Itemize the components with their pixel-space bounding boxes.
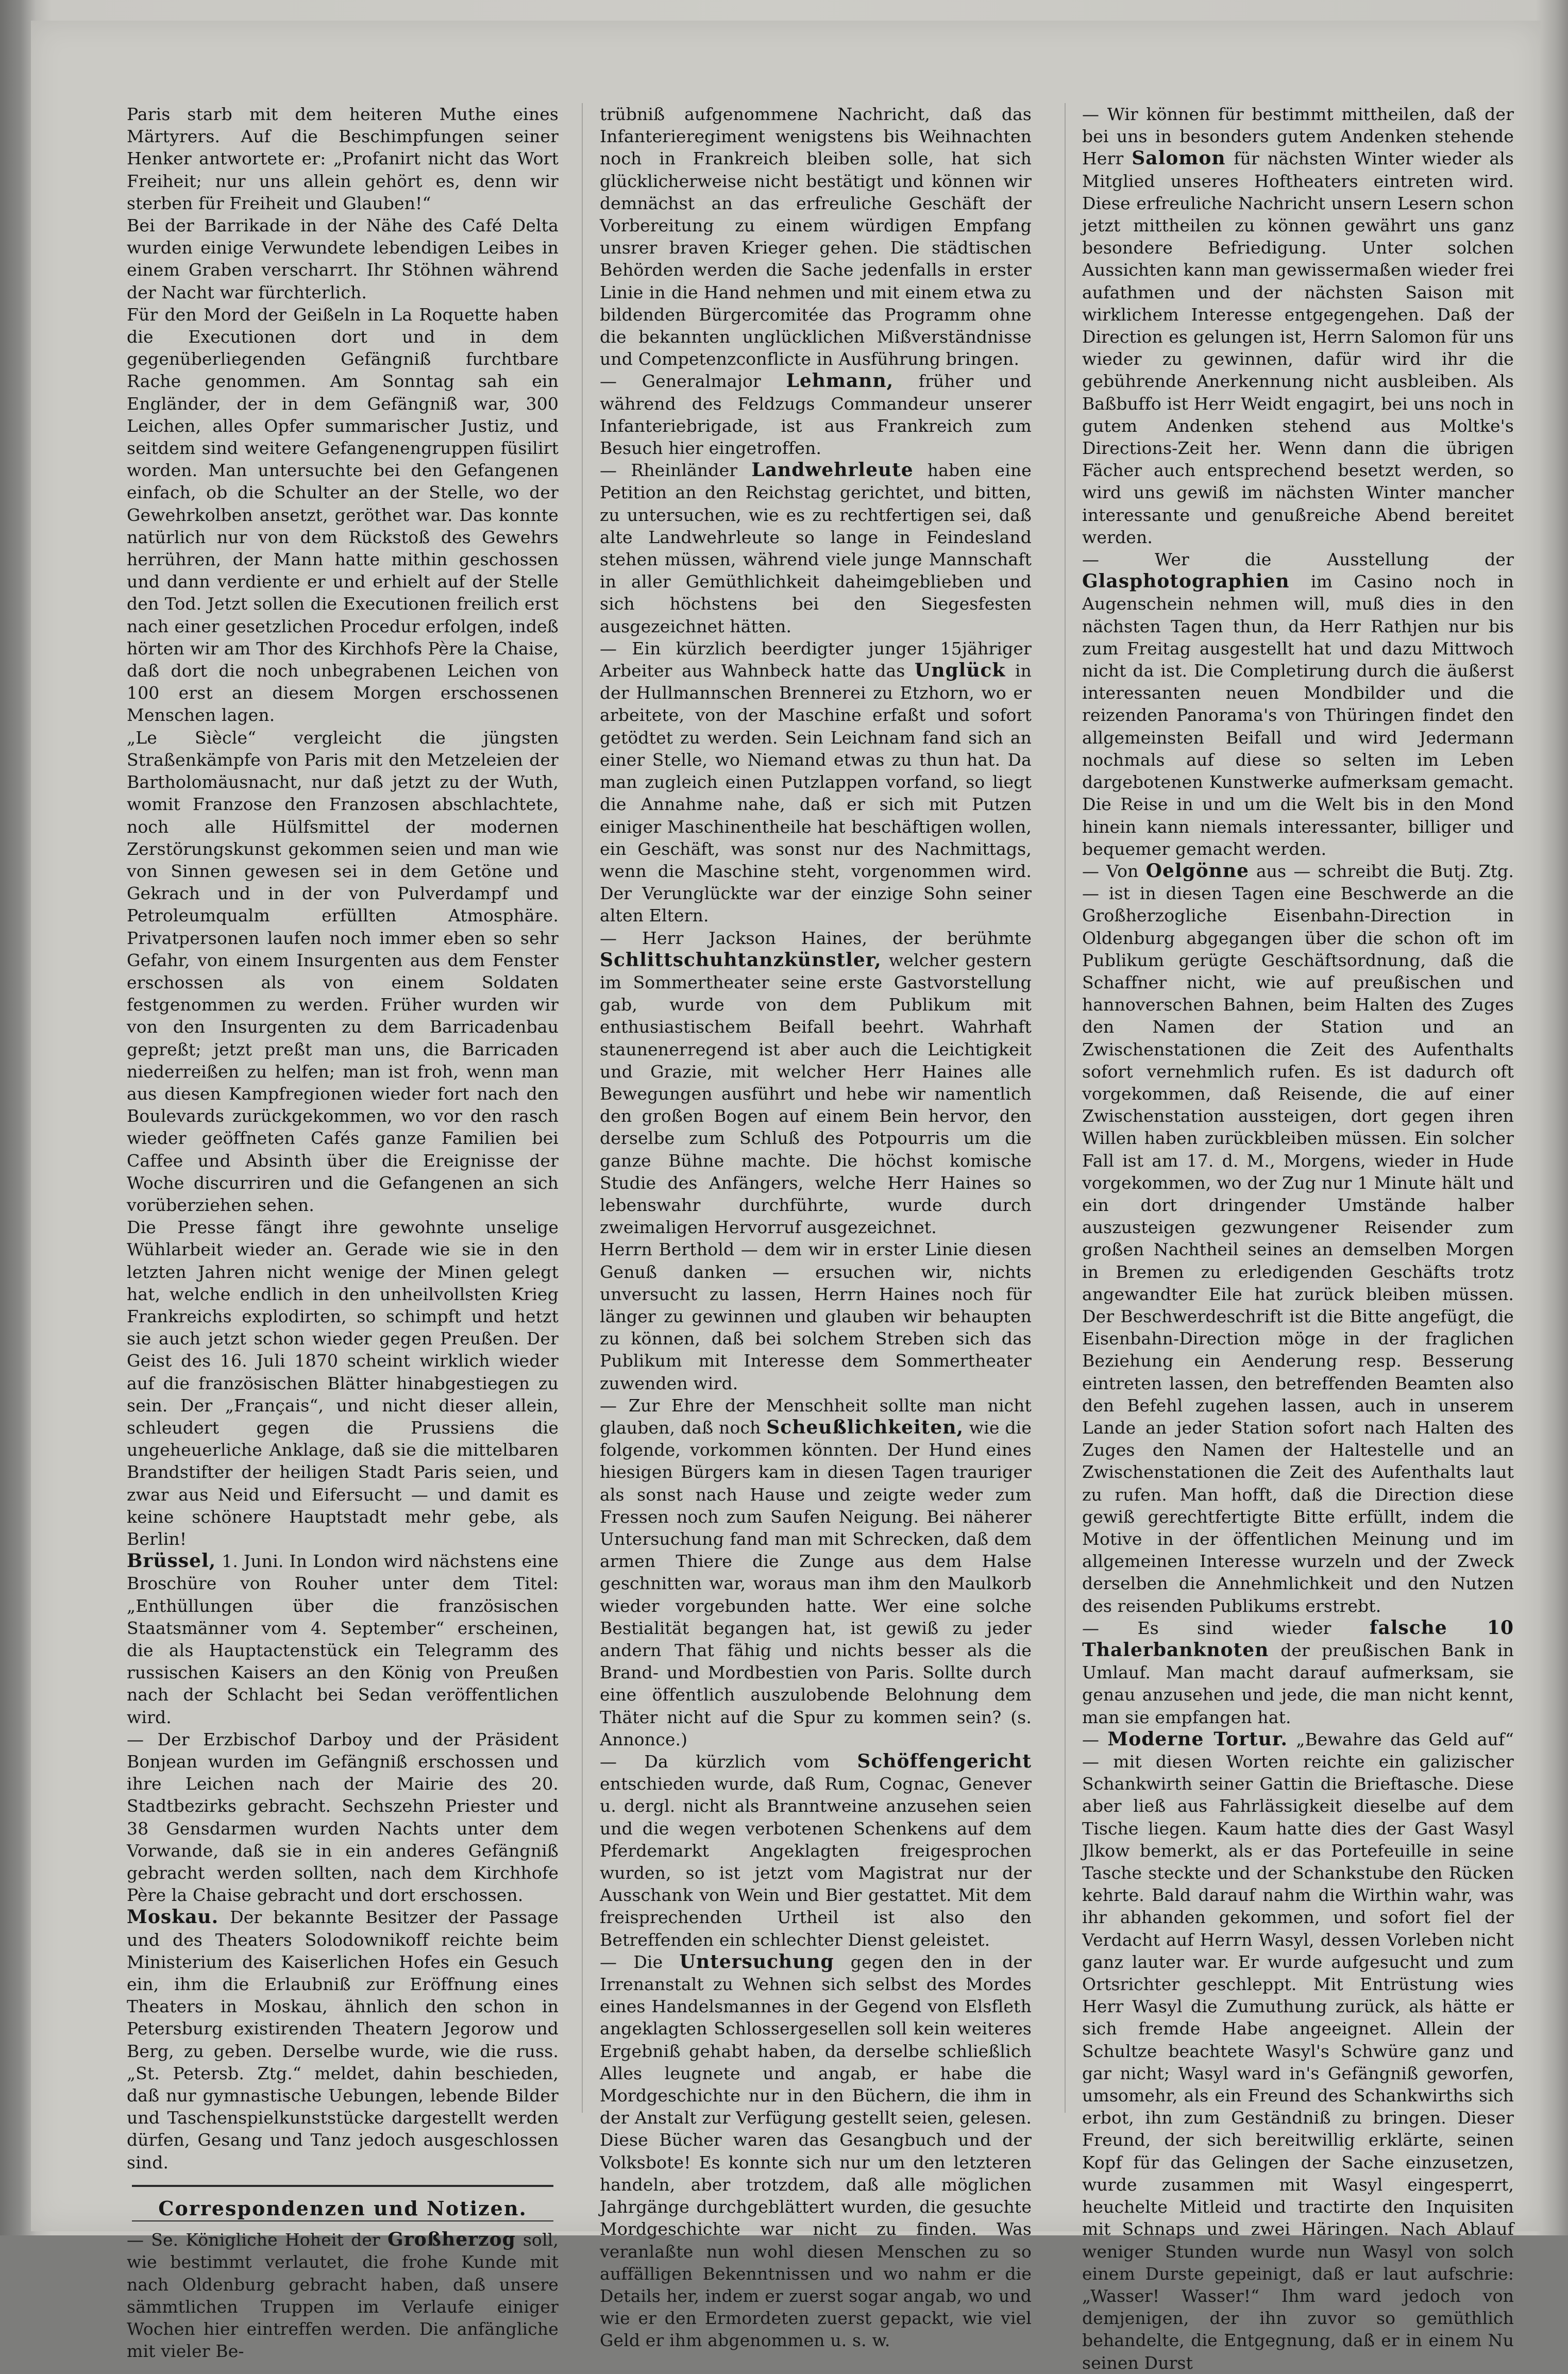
column-3 (1082, 103, 1514, 2374)
column-2 (600, 103, 1032, 2352)
keyword: Glasphotographien (1082, 570, 1290, 593)
paragraph (1082, 1617, 1514, 1728)
dateline-moskau: Moskau. (127, 1906, 219, 1928)
keyword: Oelgönne (1145, 860, 1249, 882)
paragraph (1082, 548, 1514, 860)
text: wie die folgende, vorkommen könnten. Der Hund eines hiesigen Bürgers kam in diesen Tagen trauriger als sonst nach Hause und zeigte weder zum Fressen noch zum Saufen Neigung. Bei näherer Untersuchung fand man mit Schrecken, daß dem armen Thiere die Zunge aus dem Halse geschnitten war, woraus man ihm den Maulkorb wieder vorgebunden hatte. Wer eine solche Bestialität begangen hat, ist gewiß zu jeder andern That fähig und nichts besser als die Brand- und Mordbestien von Paris. Sollte durch eine öffentlich auszulobende Belohnung dem Thäter nicht auf die Spur zu kommen sein? (s. Annonce.) (600, 1417, 1032, 1749)
text: aus — schreibt die Butj. Ztg. — ist in diesen Tagen eine Beschwerde an die Großherzogliche Eisenbahn-Direction in Oldenburg abgegangen über die schon oft im Publikum gerügte Geschäftsordnung, daß die Schaffner nicht, wie auf preußischen und hannoverschen Bahnen, beim Halten des Zuges den Namen der Station und an Zwischenstationen die Zeit des Aufenthalts sofort vernehmlich rufen. Es ist dadurch oft vorgekommen, daß Reisende, die auf einer Zwischenstation aussteigen, dort gegen ihren Willen haben zurückbleiben müssen. Ein solcher Fall ist am 17. d. M., Morgens, wieder in Hude vorgekommen, wo der Zug nur 1 Minute hält und ein dort dringender Umstände halber auszusteigen gezwungener Reisender zum großen Nachtheil seines an demselben Morgen in Bremen zu erledigenden Geschäfts trotz angewandter Eile hat zurück bleiben müssen. Der Beschwerdeschrift ist die Bitte angefügt, die Eisenbahn-Direction möge in der fraglichen Beziehung ein Aenderung resp. Besserung eintreten lassen, den betreffenden Beamten also den Befehl zugehen lassen, auch in unserem Lande an jeder Station sofort nach Halten des Zuges den Namen der Haltestelle und an Zwischenstationen die Zeit des Aufenthalts laut zu rufen. Man hofft, daß die Direction diese gewiß gerechtfertigte Bitte erfüllt, indem die Motive in der öffentlichen Meinung und im allgemeinen Interesse wurzeln und der Zweck derselben die Annehmlichkeit und den Nutzen des reisenden Publikums erstrebt. (1082, 861, 1514, 1616)
text: „Bewahre das Geld auf“ — mit diesen Worten reichte ein galizischer Schankwirth seiner Gattin die Brieftasche. Diese aber ließ aus Fahrlässigkeit dieselbe auf dem Tische liegen. Kaum hatte dies der Gast Wasyl Jlkow bemerkt, als er das Portefeuille in seine Tasche steckte und der Schankstube den Rücken kehrte. Bald darauf nahm die Wirthin wahr, was ihr abhanden gekommen, und sofort fiel der Verdacht auf Herrn Wasyl, dessen Vorleben nicht ganz lauter war. Er wurde aufgesucht und zum Ortsrichter geschleppt. Mit Entrüstung wies Herr Wasyl die Zumuthung zurück, als hätte er sich fremde Habe angeeignet. Allein der Schultze beachtete Wasyl's Schwüre ganz und gar nicht; Wasyl ward in's Gefängniß geworfen, umsomehr, als ein Freund des Schankwirths sich erbot, ihn zum Geständniß zu bringen. Dieser Freund, der sich bereitwillig erklärte, seinen Kopf für das Gelingen der Sache einzusetzen, wurde zusammen mit Wasyl eingesperrt, heuchelte Mitleid und tractirte den Inquisiten mit Schnaps und zwei Häringen. Nach Ablauf weniger Stunden wurde nun Wasyl von solch einem Durste gepeinigt, daß er laut aufschrie: „Wasser! Wasser!“ Ihm ward jedoch von demjenigen, der ihn zuvor so gemüthlich behandelte, die Entgegnung, daß er in einem Nu seinen Durst (1082, 1729, 1514, 2373)
text: — Wir können für bestimmt mittheilen, daß der bei uns in besonders gutem Andenken stehende Herr (1082, 104, 1514, 169)
text: — Von (1082, 861, 1146, 881)
keyword: Schöffengericht (857, 1750, 1032, 1773)
text: — Herr Jackson Haines, der berühmte (600, 928, 1032, 948)
text: — Se. Königliche Hoheit der (127, 2230, 388, 2250)
keyword: Scheußlichkeiten, (766, 1416, 964, 1438)
text: für nächsten Winter wieder als Mitglied unseres Hoftheaters eintreten wird. Diese erfreuliche Nachricht unsern Lesern schon jetzt mittheilen zu können gewährt uns ganz besondere Befriedigung. Unter solchen Aussichten kann man gewissermaßen wieder frei aufathmen und der nächsten Saison mit wirklichem Interesse entgegengehen. Daß der Direction es gelungen ist, Herrn Salomon für uns wieder zu gewinnen, dafür wird ihr die gebührende Anerkennung nicht ausbleiben. Als Baßbuffo ist Herr Weidt engagirt, bei uns noch in gutem Andenken stehend aus Moltke's Directions-Zeit her. Wenn dann die übrigen Fächer auch entsprechend besetzt werden, so wird uns gewiß im nächsten Winter mancher interessante und genußreiche Abend bereitet werden. (1082, 148, 1514, 547)
paragraph (600, 1394, 1032, 1750)
column-1 (127, 103, 559, 2362)
paragraph (127, 1906, 559, 2173)
keyword: Schlittschuhtanzkünstler, (600, 949, 882, 971)
keyword: Untersuchung (679, 1950, 834, 1973)
text: — (1082, 1729, 1108, 1749)
text: Der bekannte Besitzer der Passage und des Theaters Solodownikoff reichte beim Ministerium des Kaiserlichen Hofes ein Gesuch ein, ihm die Erlaubniß zur Eröffnung eines Theaters in Moskau, ähnlich den schon in Petersburg existirenden Theatern Jegorow und Berg, zu geben. Derselbe wurde, wie die russ. „St. Petersb. Ztg.“ meldet, dahin beschieden, daß nur gymnastische Uebungen, lebende Bilder und Taschenspielkunststücke dargestellt werden dürfen, Gesang und Tanz jedoch ausgeschlossen sind. (127, 1907, 559, 2173)
keyword: Salomon (1132, 147, 1226, 170)
section-rule-thin (132, 2220, 553, 2221)
text: — Ein kürzlich beerdigter junger 15jähriger Arbeiter aus Wahnbeck hatte das (600, 638, 1032, 681)
keyword: falsche 10 Thalerbanknoten (1082, 1617, 1514, 1661)
column-divider (1065, 103, 1066, 2113)
paragraph (600, 1750, 1032, 1951)
text: — Rheinländer (600, 460, 752, 481)
section-rule (132, 2185, 553, 2187)
section-heading: Correspondenzen und Notizen. (158, 2196, 527, 2220)
keyword: Moderne Tortur. (1107, 1728, 1288, 1750)
text: 1. Juni. In London wird nächstens eine Broschüre von Rouher unter dem Titel: „Enthüllungen über die französischen Staatsmänner vom 4. September“ erscheinen, die als Hauptactenstück ein Telegramm des russischen Kaisers an den König von Preußen nach der Schlacht bei Sedan veröffentlichen wird. (127, 1551, 559, 1727)
paragraph: Paris starb mit dem heiteren Muthe eines Märtyrers. Auf die Beschimpfungen seiner Henker antwortete er: „Profanirt nicht das Wort Freiheit; nur uns allein gehört es, denn wir sterben für Freiheit und Glauben!“ (127, 104, 559, 213)
paragraph: Bei der Barrikade in der Nähe des Café Delta wurden einige Verwundete lebendigen Leibes in einem Graben verscharrt. Ihr Stöhnen während der Nacht war fürchterlich. (127, 215, 559, 302)
paragraph (600, 637, 1032, 927)
text: früher und während des Feldzugs Commandeur unserer Infanteriebrigade, ist aus Frankreich zum Besuch hier eingetroffen. (600, 371, 1032, 459)
text: welcher gestern im Sommertheater seine erste Gastvorstellung gab, wurde von dem Publikum mit enthusiastischem Beifall beehrt. Wahrhaft staunenerregend ist aber auch die Leichtigkeit und Grazie, mit welcher Herr Haines alle Bewegungen ausführt und hebe wir namentlich den großen Bogen auf einem Bein hervor, den derselbe zum Schluß des Potpourris um die ganze Bühne machte. Die höchst komische Studie des Anfängers, welche Herr Haines so lebenswahr durchführte, wurde durch zweimaligen Hervorruf ausgezeichnet. (600, 950, 1032, 1238)
text: gegen den in der Irrenanstalt zu Wehnen sich selbst des Mordes eines Handelsmannes in der Gegend von Elsfleth angeklagten Schlossergesellen soll kein weiteres Ergebniß gehabt haben, da derselbe schließlich Alles leugnete und angab, er habe die Mordgeschichte nur in den Büchern, die ihm in der Anstalt zur Verfügung gestellt seien, gelesen. Diese Bücher waren das Gesangbuch und der Volksbote! Es konnte sich nur um den letzteren handeln, aber trotzdem, daß alle möglichen Jahrgänge durchgeblättert wurden, die gesuchte Mordgeschichte war nicht zu finden. Was veranlaßte nun wohl diesen Menschen zu so auffälligen Bekenntnissen und wo nahm er die Details her, indem er zuerst sogar angab, wo und wie er den Ermordeten zuerst gepackt, wie viel Geld er ihm abgenommen u. s. w. (600, 1951, 1032, 2351)
text: — Generalmajor (600, 371, 786, 392)
paragraph (127, 2229, 559, 2362)
text: entschieden wurde, daß Rum, Cognac, Genever u. dergl. nicht als Branntweine anzusehen seien und die wegen verbotenen Schenkens auf dem Pferdemarkt Angeklagten freigesprochen wurden, so ist jetzt vom Magistrat nur der Ausschank von Wein und Bier gestattet. Mit dem freisprechenden Urtheil ist also den Betreffenden ein schlechter Dienst geleistet. (600, 1774, 1032, 1950)
keyword: Landwehrleute (751, 459, 914, 481)
text: im Casino noch in Augenschein nehmen will, muß dies in den nächsten Tagen thun, da Herr Rathjen nur bis zum Freitag ausgestellt hat und dazu Mittwoch nicht da ist. Die Completirung durch die äußerst interessanten neuen Mondbilder und die reizenden Panorama's von Thüringen findet den allgemeinsten Beifall und wird Jedermann nochmals auf diese so selten im Leben dargebotenen Kunstwerke aufmerksam gemacht. Die Reise in und um die Welt bis in den Mond hinein kann niemals interessanter, billiger und bequemer gemacht werden. (1082, 571, 1514, 859)
paragraph (600, 1951, 1032, 2352)
keyword: Lehmann, (786, 370, 894, 392)
column-divider (582, 103, 583, 2113)
text: — Da kürzlich vom (600, 1752, 857, 1772)
text: — Wer die Ausstellung der (1082, 549, 1514, 570)
paragraph (1082, 860, 1514, 1617)
paragraph (600, 459, 1032, 637)
paragraph: Für den Mord der Geißeln in La Roquette haben die Executionen dort und in dem gegenüberliegenden Gefängniß furchtbare Rache genommen. Am Sonntag sah ein Engländer, der in dem Gefängniß war, 300 Leichen, alles Opfer summarischer Justiz, und seitdem sind weitere Gefangenengruppen füsilirt worden. Man untersuchte bei den Gefangenen einfach, ob die Schulter an der Stelle, wo der Gewehrkolben ansetzt, geröthet war. Das konnte natürlich nur von dem Rückstoß des Gewehrs herrühren, der Mann hatte mithin geschossen und dann verdiente er und erhielt auf der Stelle den Tod. Jetzt sollen die Executionen freilich erst nach einer gesetzlichen Procedur erfolgen, indeß hörten wir am Thor des Kirchhofs Père la Chaise, daß dort die noch unbegrabenen Leichen von 100 erst an diesem Morgen erschossenen Menschen lagen. (127, 304, 559, 726)
text: in der Hullmannschen Brennerei zu Etzhorn, wo er arbeitete, von der Maschine erfaßt und sofort getödtet zu werden. Sein Leichnam fand sich an einer Stelle, wo Niemand etwas zu thun hat. Da man zugleich einen Putzlappen vorfand, so liegt die Annahme nahe, daß er sich mit Putzen einiger Maschinentheile hat beschäftigen wollen, ein Geschäft, was sonst nur des Nachmittags, wenn die Maschine steht, vorgenommen wird. Der Verunglückte war der einzige Sohn seiner alten Eltern. (600, 661, 1032, 926)
dateline-bruessel: Brüssel, (127, 1550, 216, 1572)
paragraph (600, 370, 1032, 459)
paragraph: trübniß aufgenommene Nachricht, daß das Infanterieregiment wenigstens bis Weihnachten noch in Frankreich bleiben solle, hat sich glücklicherweise nicht bestätigt und können wir demnächst an das erfreuliche Geschäft der Vorbereitung zu einem würdigen Empfang unsrer braven Krieger gehen. Die städtischen Behörden werden die Sache jedenfalls in erster Linie in die Hand nehmen und mit einem etwa zu bildenden Bürgercomitée das Programm ohne die bekannten unglücklichen Mißverständnisse und Competenzconflicte in Ausführung bringen. (600, 104, 1032, 369)
paragraph (127, 1550, 559, 1728)
text: soll, wie bestimmt verlautet, die frohe Kunde mit nach Oldenburg gebracht haben, daß unsere sämmtlichen Truppen im Verlaufe einiger Wochen hier eintreffen werden. Die anfängliche mit vieler Be- (127, 2230, 559, 2362)
paragraph: „Le Siècle“ vergleicht die jüngsten Straßenkämpfe von Paris mit den Metzeleien der Bartholomäusnacht, nur daß jetzt zu der Wuth, womit Franzose den Franzosen abschlachtete, noch alle Hülfsmittel der modernen Zerstörungskunst gekommen seien und man wie von Sinnen gewesen sei in dem Getöne und Gekrach und in der von Pulverdampf und Petroleumqualm erfüllten Atmosphäre. Privatpersonen laufen noch immer eben so sehr Gefahr, von einem Insurgenten aus dem Fenster erschossen als von einem Soldaten festgenommen zu werden. Früher wurden wir von den Insurgenten zu dem Barricadenbau gepreßt; jetzt preßt man uns, die Barricaden niederreißen zu helfen; man ist froh, wenn man aus diesen Kampfregionen wieder fort nach den Boulevards zurückgekommen, wo vor den rasch wieder geöffneten Cafés ganze Familien bei Caffee und Absinth über die Ereignisse der Woche discurriren und die Gefangenen an sich vorüberziehen sehen. (127, 727, 559, 1215)
text: — Zur Ehre der Menschheit sollte man nicht glauben, daß noch (600, 1395, 1032, 1438)
text: — Die (600, 1951, 680, 1972)
keyword: Unglück (914, 660, 1006, 682)
paragraph (600, 927, 1032, 1239)
text: haben eine Petition an den Reichstag gerichtet, und bitten, zu untersuchen, wie es zu rechtfertigen sei, daß alte Landwehrleute so lange in Feindesland stehen müssen, während viele junge Mannschaft in aller Gemüthlichkeit daheimgeblieben und sich höchstens bei den Siegesfesten ausgezeichnet hätten. (600, 460, 1032, 636)
paragraph: Die Presse fängt ihre gewohnte unselige Wühlarbeit wieder an. Gerade wie sie in den letzten Jahren nicht wenige der Minen gelegt hat, welche endlich in den unheilvollsten Krieg Frankreichs explodirten, so schimpft und hetzt sie auch jetzt schon wieder gegen Preußen. Der Geist des 16. Juli 1870 scheint wirklich wieder auf die französischen Blätter hinabgestiegen zu sein. Der „Français“, und nicht dieser allein, schleudert gegen die Prussiens die ungeheuerliche Anklage, daß sie die mittelbaren Brandstifter der heiligen Stadt Paris seien, und zwar aus Neid und Eifersucht — und damit es keine schönere Hauptstadt mehr gebe, als Berlin! (127, 1217, 559, 1549)
keyword: Großherzog (387, 2229, 516, 2251)
paragraph (1082, 103, 1514, 548)
paragraph: Herrn Berthold — dem wir in erster Linie diesen Genuß danken — ersuchen wir, nichts unversucht zu lassen, Herrn Haines noch für länger zu gewinnen und glauben wir behaupten zu können, daß bei solchem Streben sich das Publikum mit Interesse dem Sommertheater zuwenden wird. (600, 1239, 1032, 1393)
paragraph (1082, 1728, 1514, 2374)
text: der preußischen Bank in Umlauf. Man macht darauf aufmerksam, sie genau anzusehen und jede, die man nicht kennt, man sie empfangen hat. (1082, 1640, 1514, 1727)
text: — Es sind wieder (1082, 1618, 1370, 1638)
paragraph: — Der Erzbischof Darboy und der Präsident Bonjean wurden im Gefängniß erschossen und ihre Leichen nach der Mairie des 20. Stadtbezirks gebracht. Sechszehn Priester und 38 Gensdarmen wurden Nachts unter dem Vorwande, daß sie in ein anderes Gefängniß gebracht werden sollten, nach dem Kirchhofe Père la Chaise gebracht und dort erschossen. (127, 1729, 559, 1906)
